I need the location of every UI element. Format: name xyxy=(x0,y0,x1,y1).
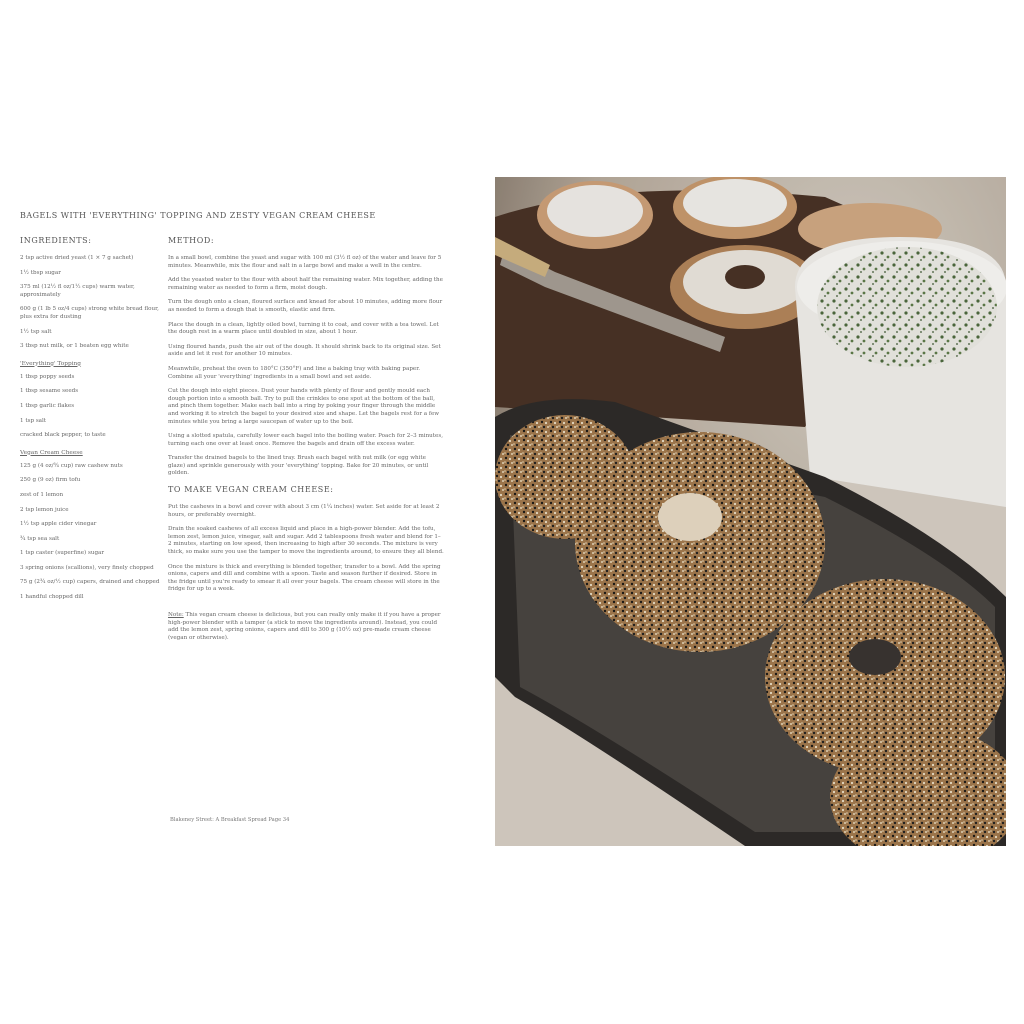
cream-cheese-item: 2 tsp lemon juice xyxy=(20,506,69,513)
method-step: In a small bowl, combine the yeast and sugar with 100 ml (3½ fl oz) of the water and leave for 5 minutes. Meanwhile, mix the flour and salt in a large bowl and make a well in the centre. xyxy=(168,255,442,269)
cream-cheese-item: zest of 1 lemon xyxy=(20,491,64,498)
method-heading: METHOD: xyxy=(168,236,215,245)
method-step: Place the dough in a clean, lightly oiled bowl, turning it to coat, and cover with a tea towel. Let the dough rest in a warm place until doubled in size, about 1 hour. xyxy=(168,321,439,336)
note-text: This vegan cream cheese is delicious, but you can really only make it if you have a proper high-power blender with a tamper (a stick to move the ingredients around). Instead, you could add the lemon zest, spring onions, capers and dill to 300 g (10½ oz) pre-made cream cheese (vegan or otherwise). xyxy=(168,612,441,641)
topping-item: 1 tbsp garlic flakes xyxy=(20,402,75,409)
cream-cheese-item: 1½ tsp apple cider vinegar xyxy=(20,521,97,528)
topping-item: 1 tbsp poppy seeds xyxy=(20,373,75,380)
ingredient-list xyxy=(20,255,160,351)
topping-item: 1 tbsp sesame seeds xyxy=(20,388,79,395)
method-step: Cut the dough into eight pieces. Dust your hands with plenty of flour and gently mould each dough portion into a smooth ball. Try to pull the crinkles to one spot at the bottom of the ball, and pinch them together. Make each ball into a ring by poking your finger through the middle and working it to stretch the bagel to your desired size and shape. Let the bagels rest for a few minutes while you bring a large saucepan of water up to the boil. xyxy=(168,388,440,425)
cream-cheese-item: 125 g (4 oz/¾ cup) raw cashew nuts xyxy=(20,462,123,469)
cream-cheese-item: 1 handful chopped dill xyxy=(20,594,84,601)
topping-item: 1 tsp salt xyxy=(20,417,47,424)
cream-cheese-item: ¾ tsp sea salt xyxy=(20,535,60,542)
ingredients-heading: INGREDIENTS: xyxy=(20,236,92,245)
cream-method-step: Put the cashews in a bowl and cover with about 3 cm (1¼ inches) water. Set aside for at least 2 hours, or preferably overnight. xyxy=(168,504,440,518)
ingredient-item: 375 ml (12½ fl oz/1½ cups) warm water, approximately xyxy=(20,284,135,298)
topping-list xyxy=(20,374,160,440)
bagel-photo-illustration xyxy=(495,177,1006,846)
cream-cheese-item: 1 tsp caster (superfine) sugar xyxy=(20,550,105,557)
cream-cheese-item: 3 spring onions (scallions), very finely chopped xyxy=(20,564,154,571)
bagel-photo xyxy=(495,177,1006,846)
topping-item: cracked black pepper, to taste xyxy=(20,432,106,439)
cream-method-step: Once the mixture is thick and everything is blended together, transfer to a bowl. Add the spring onions, capers and dill and combine with a spoon. Taste and season further if desired. Store in the fridge until you're ready to smear it all over your bagels. The cream cheese will store in the fridge for up to a week. xyxy=(168,563,441,593)
cream-method-step: Drain the soaked cashews of all excess liquid and place in a high-power blender. Add the tofu, lemon zest, lemon juice, vinegar, salt and sugar. Add 2 tablespoons fresh water and blend for 1–2 minutes, starting on low speed, then increasing to high after 30 seconds. The mixture is very thick, so make sure you use the tamper to move the ingredients around, to ensure they all blend. xyxy=(168,526,444,556)
page-footer: Blakeney Street: A Breakfast Spread Page 34 xyxy=(170,817,290,823)
cream-method-heading: TO MAKE VEGAN CREAM CHEESE: xyxy=(168,485,334,495)
recipe-note xyxy=(168,612,444,642)
topping-heading: 'Everything' Topping xyxy=(20,360,82,367)
method-step: Using a slotted spatula, carefully lower each bagel into the boiling water. Poach for 2–3 minutes, turning each one over at least once. Remove the bagels and drain off the excess water. xyxy=(168,433,443,447)
recipe-title: BAGELS WITH 'EVERYTHING' TOPPING AND ZESTY VEGAN CREAM CHEESE xyxy=(20,211,376,220)
cream-cheese-item: 250 g (9 oz) firm tofu xyxy=(20,477,81,484)
cream-cheese-item: 75 g (2¾ oz/½ cup) capers, drained and chopped xyxy=(20,579,160,586)
method-step: Add the yeasted water to the flour with about half the remaining water. Mix together, adding the remaining water as needed to form a firm, moist dough. xyxy=(168,277,443,291)
method-column xyxy=(168,236,444,642)
method-step: Turn the dough onto a clean, floured surface and knead for about 10 minutes, adding more flour as needed to form a dough that is smooth, elastic and firm. xyxy=(168,299,443,313)
cream-cheese-list xyxy=(20,463,160,602)
ingredients-column xyxy=(20,236,160,609)
cream-cheese-heading: Vegan Cream Cheese xyxy=(20,449,83,456)
ingredient-item: 1½ tbsp sugar xyxy=(20,269,61,276)
note-label: Note: xyxy=(168,612,184,618)
method-step: Using floured hands, push the air out of the dough. It should shrink back to its original size. Set aside and let it rest for another 10 minutes. xyxy=(168,343,441,358)
ingredient-item: 2 tsp active dried yeast (1 × 7 g sachet) xyxy=(20,255,134,261)
method-step: Transfer the drained bagels to the lined tray. Brush each bagel with nut milk (or egg white glaze) and sprinkle generously with your 'everything' topping. Bake for 20 minutes, or until golden. xyxy=(168,455,429,477)
ingredient-item: 1½ tsp salt xyxy=(20,328,52,335)
ingredient-item: 3 tbsp nut milk, or 1 beaten egg white xyxy=(20,343,129,350)
method-step: Meanwhile, preheat the oven to 180°C (350°F) and line a baking tray with baking paper. Combine all your 'everything' ingredients in a small bowl and set aside. xyxy=(168,365,421,380)
ingredient-item: 600 g (1 lb 5 oz/4 cups) strong white bread flour, plus extra for dusting xyxy=(20,306,159,320)
